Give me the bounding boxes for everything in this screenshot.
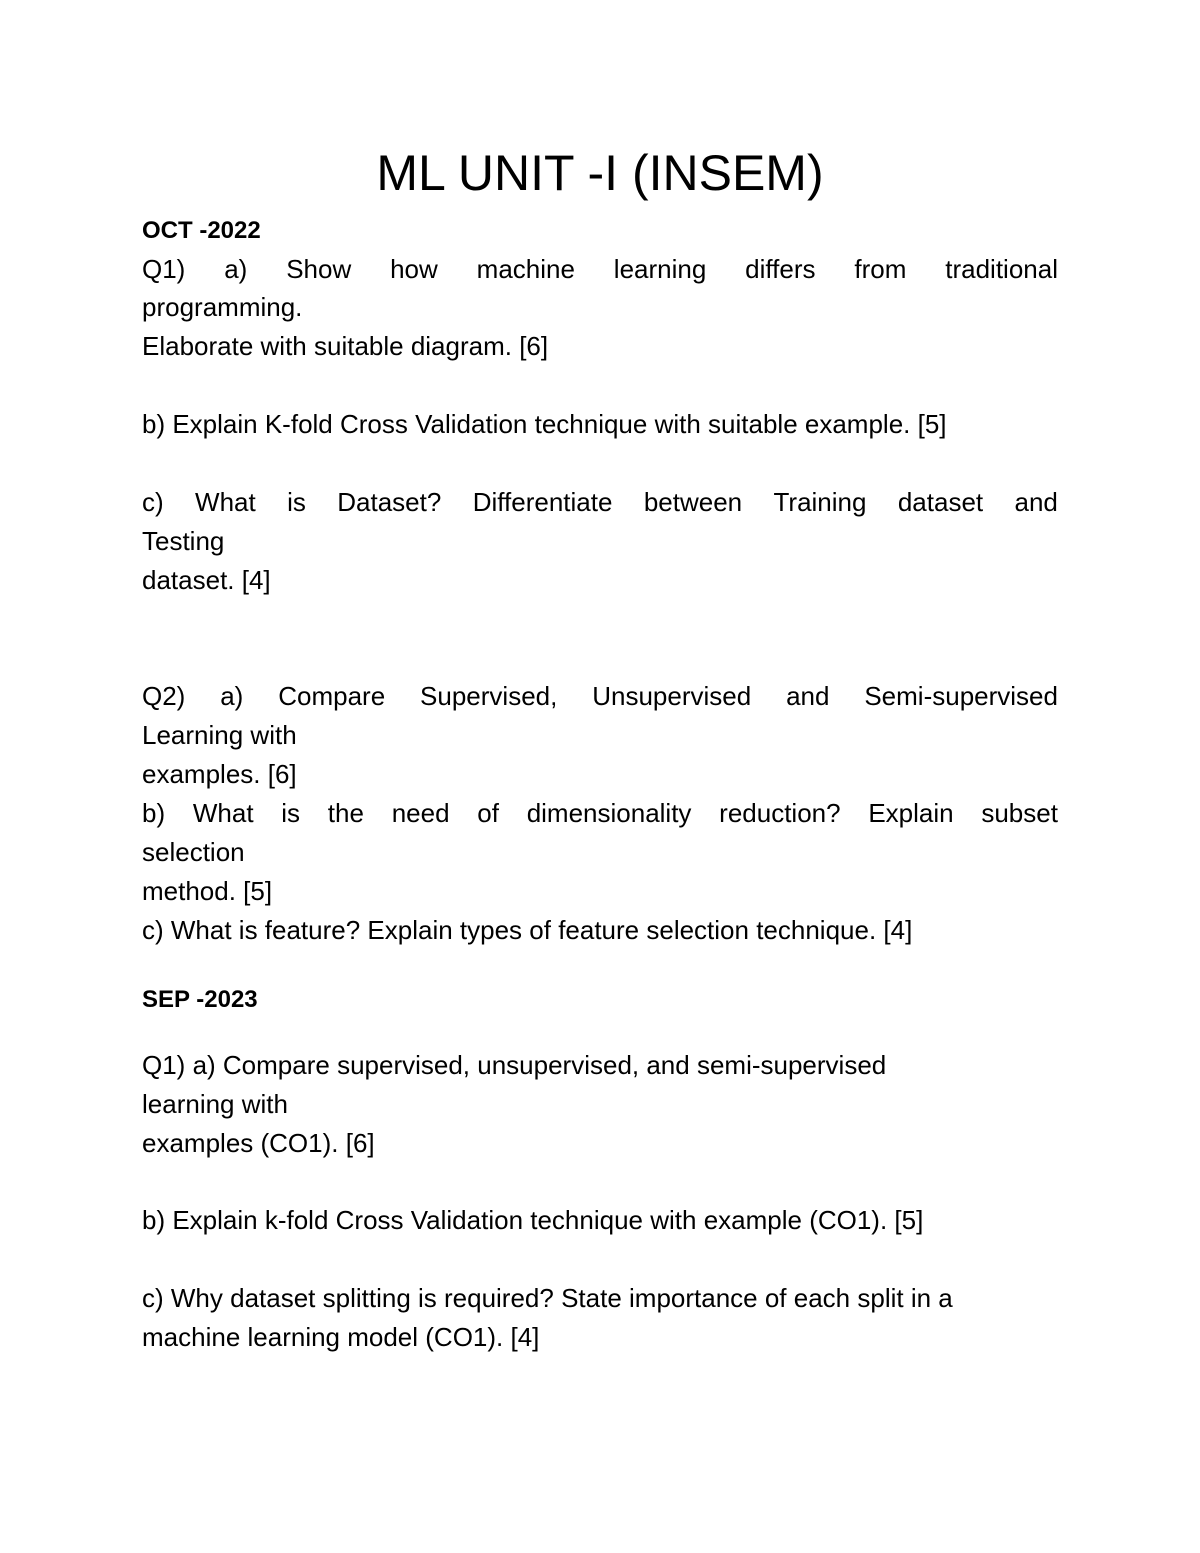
section-heading-oct-2022: OCT -2022 xyxy=(142,217,261,244)
oct2022-q2b-line-2: selection xyxy=(142,837,245,867)
sep2023-q1a-line-1: Q1) a) Compare supervised, unsupervised, and semi-supervised xyxy=(142,1050,887,1080)
oct2022-q2a-line-3: examples. [6] xyxy=(142,759,297,789)
oct2022-q1b: b) Explain K-fold Cross Validation technique with suitable example. [5] xyxy=(142,409,947,439)
oct2022-q1a-line-1: Q1) a) Show how machine learning differs from traditional xyxy=(142,254,1058,284)
oct2022-q1c-line-3: dataset. [4] xyxy=(142,565,271,595)
oct2022-q2a-line-1: Q2) a) Compare Supervised, Unsupervised and Semi-supervised xyxy=(142,681,1058,711)
oct2022-q1a-line-3: Elaborate with suitable diagram. [6] xyxy=(142,331,549,361)
oct2022-q2b-line-1: b) What is the need of dimensionality reduction? Explain subset xyxy=(142,798,1058,828)
sep2023-q1b: b) Explain k-fold Cross Validation technique with example (CO1). [5] xyxy=(142,1205,924,1235)
oct2022-q2a-line-2: Learning with xyxy=(142,720,297,750)
sep2023-q1c-line-2: machine learning model (CO1). [4] xyxy=(142,1322,540,1352)
oct2022-q1c-line-2: Testing xyxy=(142,526,225,556)
oct2022-q2b-line-3: method. [5] xyxy=(142,876,273,906)
sep2023-q1a-line-2: learning with xyxy=(142,1089,288,1119)
sep2023-q1c-line-1: c) Why dataset splitting is required? State importance of each split in a xyxy=(142,1283,953,1313)
oct2022-q2c: c) What is feature? Explain types of feature selection technique. [4] xyxy=(142,915,913,945)
oct2022-q1a-line-2: programming. xyxy=(142,292,303,322)
sep2023-q1a-line-3: examples (CO1). [6] xyxy=(142,1128,375,1158)
oct2022-q1c-line-1: c) What is Dataset? Differentiate between Training dataset and xyxy=(142,487,1058,517)
page-title: ML UNIT -I (INSEM) xyxy=(376,145,824,201)
section-heading-sep-2023: SEP -2023 xyxy=(142,986,258,1013)
